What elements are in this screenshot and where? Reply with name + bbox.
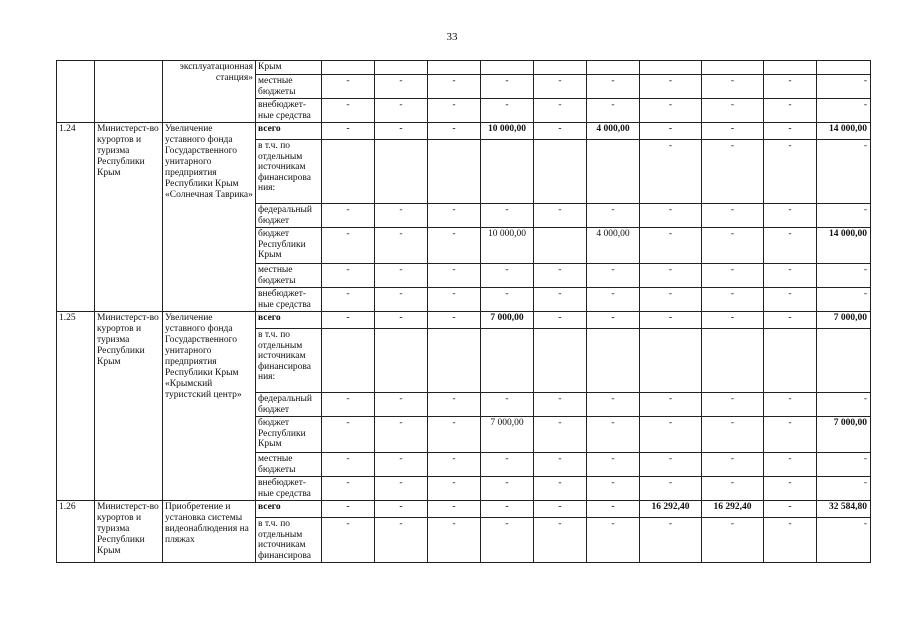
value-cell: -	[817, 75, 871, 99]
value-cell: -	[764, 453, 817, 477]
value-cell	[534, 329, 587, 393]
continuation-org-cell	[95, 61, 163, 123]
value-cell: -	[702, 288, 764, 312]
measure-description: Увеличение уставного фонда Государственного унитарного предприятия Республики Крым «Крымский туристский центр»	[163, 312, 256, 501]
value-cell: -	[428, 518, 481, 563]
value-cell: -	[640, 123, 702, 140]
value-cell: -	[481, 99, 534, 123]
value-cell: -	[534, 204, 587, 228]
value-cell: -	[534, 75, 587, 99]
value-cell	[640, 329, 702, 393]
measure-description: Увеличение уставного фонда Государственного унитарного предприятия Республики Крым «Солнечная Таврика»	[163, 123, 256, 312]
value-cell: -	[817, 204, 871, 228]
value-cell: -	[375, 228, 428, 264]
value-cell: -	[640, 518, 702, 563]
value-cell	[764, 329, 817, 393]
responsible-org: Министерст-во курортов и туризма Республики Крым	[95, 312, 163, 501]
responsible-org: Министерст-во курортов и туризма Республики Крым	[95, 501, 163, 563]
value-cell	[702, 61, 764, 75]
value-cell	[375, 329, 428, 393]
table-row	[57, 123, 871, 140]
value-cell: -	[375, 393, 428, 417]
value-cell: -	[764, 417, 817, 453]
measure-description: Приобретение и установка системы видеонаблюдения на пляжах	[163, 501, 256, 563]
value-cell: -	[428, 99, 481, 123]
value-cell: -	[428, 288, 481, 312]
value-cell: -	[764, 518, 817, 563]
value-cell: 16 292,40	[702, 501, 764, 518]
value-cell: -	[640, 417, 702, 453]
value-cell: 7 000,00	[481, 417, 534, 453]
value-cell: -	[481, 393, 534, 417]
value-cell: -	[587, 288, 640, 312]
value-cell: -	[375, 99, 428, 123]
value-cell: -	[587, 264, 640, 288]
value-cell	[322, 140, 375, 204]
value-cell: -	[322, 123, 375, 140]
value-cell: 4 000,00	[587, 228, 640, 264]
value-cell: -	[428, 453, 481, 477]
value-cell: -	[428, 312, 481, 329]
value-cell	[764, 61, 817, 75]
value-cell: -	[817, 264, 871, 288]
funding-source-label: всего	[256, 312, 322, 329]
value-cell: -	[534, 477, 587, 501]
continuation-num-cell	[57, 61, 95, 123]
value-cell: -	[534, 264, 587, 288]
value-cell: -	[375, 204, 428, 228]
value-cell: -	[375, 75, 428, 99]
funding-source-label: Крым	[256, 61, 322, 75]
value-cell: -	[375, 501, 428, 518]
value-cell: -	[428, 477, 481, 501]
value-cell: -	[764, 264, 817, 288]
value-cell: -	[534, 453, 587, 477]
value-cell: -	[322, 288, 375, 312]
value-cell: 7 000,00	[817, 417, 871, 453]
value-cell: -	[534, 417, 587, 453]
page-number: 33	[446, 31, 458, 43]
value-cell: -	[481, 264, 534, 288]
value-cell: -	[534, 99, 587, 123]
value-cell: -	[764, 228, 817, 264]
value-cell: -	[428, 501, 481, 518]
value-cell: -	[322, 417, 375, 453]
table-body	[57, 61, 871, 563]
value-cell: -	[481, 453, 534, 477]
value-cell: -	[702, 393, 764, 417]
value-cell: -	[702, 228, 764, 264]
value-cell: -	[375, 518, 428, 563]
value-cell: -	[817, 99, 871, 123]
value-cell: -	[322, 204, 375, 228]
value-cell: -	[375, 288, 428, 312]
funding-source-label: в т.ч. по отдельным источникам финансирова ния:	[256, 329, 322, 393]
value-cell: 16 292,40	[640, 501, 702, 518]
value-cell: 7 000,00	[481, 312, 534, 329]
value-cell: 14 000,00	[817, 228, 871, 264]
value-cell: -	[322, 312, 375, 329]
value-cell: -	[817, 453, 871, 477]
value-cell	[534, 61, 587, 75]
value-cell: -	[587, 453, 640, 477]
value-cell: -	[481, 501, 534, 518]
value-cell	[481, 329, 534, 393]
value-cell: -	[322, 99, 375, 123]
funding-source-label: бюджет Республики Крым	[256, 417, 322, 453]
value-cell: -	[640, 288, 702, 312]
funding-source-label: в т.ч. по отдельным источникам финансирова	[256, 518, 322, 563]
value-cell: -	[764, 140, 817, 204]
value-cell: -	[481, 518, 534, 563]
value-cell: -	[587, 312, 640, 329]
value-cell: -	[587, 417, 640, 453]
value-cell: -	[702, 123, 764, 140]
responsible-org: Министерст-во курортов и туризма Республики Крым	[95, 123, 163, 312]
value-cell: -	[640, 204, 702, 228]
funding-source-label: местные бюджеты	[256, 264, 322, 288]
value-cell: -	[702, 417, 764, 453]
value-cell: -	[764, 123, 817, 140]
value-cell	[481, 140, 534, 204]
value-cell: -	[322, 264, 375, 288]
value-cell: -	[428, 417, 481, 453]
value-cell: -	[640, 228, 702, 264]
item-number: 1.25	[57, 312, 95, 501]
value-cell: -	[534, 501, 587, 518]
value-cell: -	[481, 477, 534, 501]
value-cell	[375, 61, 428, 75]
funding-source-label: местные бюджеты	[256, 453, 322, 477]
value-cell	[322, 61, 375, 75]
value-cell: -	[534, 288, 587, 312]
value-cell	[534, 228, 587, 264]
value-cell: -	[764, 477, 817, 501]
value-cell: 7 000,00	[817, 312, 871, 329]
funding-source-label: всего	[256, 501, 322, 518]
value-cell	[481, 61, 534, 75]
value-cell: -	[481, 288, 534, 312]
value-cell: -	[322, 477, 375, 501]
value-cell	[428, 329, 481, 393]
value-cell	[817, 329, 871, 393]
value-cell: -	[640, 75, 702, 99]
value-cell: -	[375, 477, 428, 501]
value-cell	[587, 329, 640, 393]
value-cell	[587, 140, 640, 204]
value-cell	[817, 61, 871, 75]
value-cell: -	[587, 501, 640, 518]
value-cell: -	[322, 75, 375, 99]
value-cell: -	[428, 123, 481, 140]
value-cell: -	[587, 75, 640, 99]
value-cell: -	[817, 288, 871, 312]
funding-source-label: бюджет Республики Крым	[256, 228, 322, 264]
value-cell: -	[817, 140, 871, 204]
value-cell: -	[640, 393, 702, 417]
table-row	[57, 61, 871, 75]
value-cell: 32 584,80	[817, 501, 871, 518]
value-cell: -	[375, 417, 428, 453]
value-cell	[587, 61, 640, 75]
value-cell: -	[481, 75, 534, 99]
item-number: 1.26	[57, 501, 95, 563]
value-cell: 14 000,00	[817, 123, 871, 140]
value-cell: -	[428, 204, 481, 228]
value-cell: -	[428, 75, 481, 99]
value-cell: -	[375, 123, 428, 140]
value-cell	[375, 140, 428, 204]
value-cell: -	[640, 453, 702, 477]
funding-source-label: местные бюджеты	[256, 75, 322, 99]
value-cell: -	[764, 393, 817, 417]
value-cell: -	[640, 312, 702, 329]
value-cell: -	[322, 501, 375, 518]
value-cell: -	[587, 393, 640, 417]
value-cell: -	[702, 140, 764, 204]
value-cell: -	[587, 204, 640, 228]
value-cell: -	[764, 75, 817, 99]
value-cell: -	[375, 453, 428, 477]
value-cell: -	[764, 204, 817, 228]
value-cell: -	[702, 99, 764, 123]
value-cell: 10 000,00	[481, 228, 534, 264]
item-number: 1.24	[57, 123, 95, 312]
value-cell: -	[817, 477, 871, 501]
value-cell: 4 000,00	[587, 123, 640, 140]
value-cell: -	[587, 99, 640, 123]
value-cell	[428, 61, 481, 75]
value-cell: -	[428, 228, 481, 264]
value-cell	[702, 329, 764, 393]
value-cell: -	[640, 264, 702, 288]
value-cell: -	[587, 477, 640, 501]
value-cell: -	[322, 518, 375, 563]
value-cell: -	[640, 477, 702, 501]
value-cell	[534, 140, 587, 204]
value-cell: -	[702, 312, 764, 329]
funding-source-label: в т.ч. по отдельным источникам финансирова ния:	[256, 140, 322, 204]
value-cell: -	[375, 264, 428, 288]
value-cell: -	[817, 393, 871, 417]
value-cell: -	[764, 99, 817, 123]
funding-source-label: внебюджет-ные средства	[256, 477, 322, 501]
value-cell: -	[481, 204, 534, 228]
funding-source-label: федеральный бюджет	[256, 393, 322, 417]
value-cell: -	[428, 393, 481, 417]
value-cell: -	[764, 288, 817, 312]
value-cell: -	[534, 123, 587, 140]
table-row	[57, 501, 871, 518]
value-cell: -	[428, 264, 481, 288]
value-cell: -	[322, 453, 375, 477]
value-cell: -	[764, 312, 817, 329]
value-cell: -	[702, 264, 764, 288]
value-cell: -	[375, 312, 428, 329]
value-cell: -	[702, 453, 764, 477]
funding-source-label: внебюджет-ные средства	[256, 99, 322, 123]
value-cell: -	[764, 501, 817, 518]
value-cell: -	[640, 99, 702, 123]
funding-source-label: всего	[256, 123, 322, 140]
value-cell	[322, 329, 375, 393]
value-cell: -	[322, 228, 375, 264]
financing-table	[56, 60, 871, 563]
value-cell: -	[322, 393, 375, 417]
value-cell: -	[534, 518, 587, 563]
value-cell: -	[534, 312, 587, 329]
value-cell: 10 000,00	[481, 123, 534, 140]
value-cell: -	[702, 204, 764, 228]
continuation-purpose-cell: эксплуатационная станция»	[163, 61, 256, 123]
value-cell	[640, 61, 702, 75]
value-cell	[428, 140, 481, 204]
value-cell: -	[640, 140, 702, 204]
value-cell: -	[587, 518, 640, 563]
value-cell: -	[702, 518, 764, 563]
value-cell: -	[817, 518, 871, 563]
funding-source-label: внебюджет-ные средства	[256, 288, 322, 312]
value-cell: -	[534, 393, 587, 417]
value-cell: -	[702, 75, 764, 99]
value-cell: -	[702, 477, 764, 501]
table-row	[57, 312, 871, 329]
funding-source-label: федеральный бюджет	[256, 204, 322, 228]
